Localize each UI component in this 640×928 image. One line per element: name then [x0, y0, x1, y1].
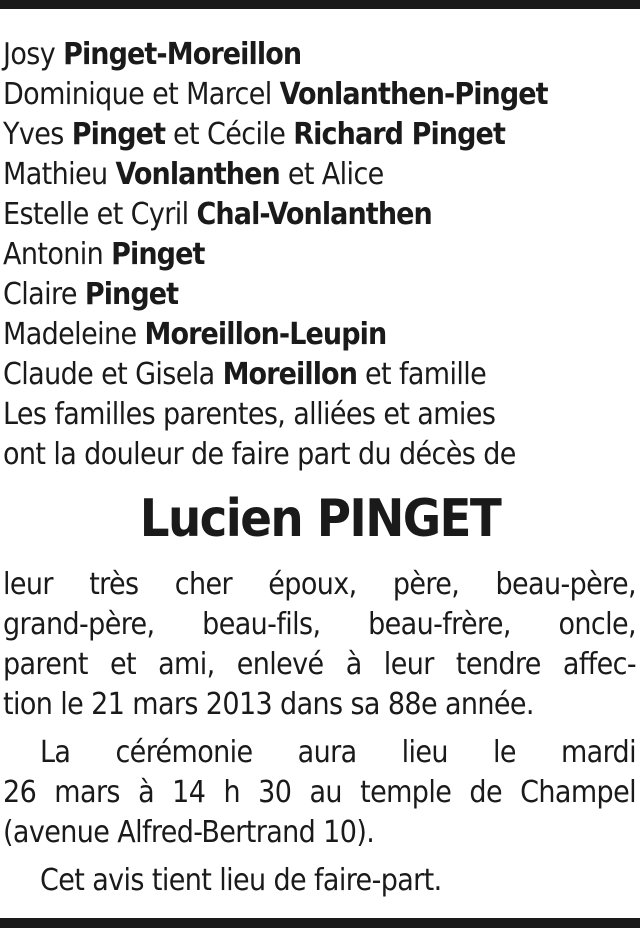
mourner-line-3: Yves Pinget et Cécile Richard Pinget [3, 117, 505, 152]
announcement-line: ont la douleur de faire part du décès de [3, 437, 516, 472]
mourner-surname: Vonlanthen-Pinget [279, 77, 548, 112]
body-line-4: tion le 21 mars 2013 dans sa 88e année. [3, 687, 534, 722]
mourner-line-1: Josy Pinget-Moreillon [3, 37, 302, 72]
mourner-line-5: Estelle et Cyril Chal-Vonlanthen [3, 197, 432, 232]
ceremony-line-3: (avenue Alfred-Bertrand 10). [3, 815, 375, 850]
ceremony-line-1: La cérémonie aura lieu le mardi [40, 735, 636, 770]
mourner-line-6: Antonin Pinget [3, 237, 205, 272]
mourner-line-7: Claire Pinget [3, 277, 179, 312]
mourner-surname: Pinget-Moreillon [63, 37, 302, 72]
mourner-surname: Pinget [111, 237, 205, 272]
ceremony-line-2: 26 mars à 14 h 30 au temple de Champel [3, 775, 636, 810]
body-line-1: leur très cher époux, père, beau-père, [3, 567, 636, 602]
mourner-line-2: Dominique et Marcel Vonlanthen-Pinget [3, 77, 548, 112]
mourner-line-9: Claude et Gisela Moreillon et famille [3, 357, 487, 392]
mourner-surname: Pinget [71, 117, 166, 152]
mourner-surname: Moreillon [222, 357, 358, 392]
bottom-border-rule [0, 918, 640, 928]
mourner-surname: Richard Pinget [293, 117, 505, 152]
mourner-line-4: Mathieu Vonlanthen et Alice [3, 157, 384, 192]
mourner-surname: Vonlanthen [115, 157, 280, 192]
deceased-name: Lucien PINGET [139, 489, 501, 549]
mourner-surname: Pinget [84, 277, 179, 312]
closing-note: Cet avis tient lieu de faire-part. [40, 863, 442, 898]
top-border-rule [0, 0, 640, 9]
mourner-line-8: Madeleine Moreillon-Leupin [3, 317, 387, 352]
families-line: Les familles parentes, alliées et amies [3, 397, 496, 432]
mourner-surname: Moreillon-Leupin [144, 317, 387, 352]
mourner-surname: Chal-Vonlanthen [196, 197, 432, 232]
body-line-2: grand-père, beau-fils, beau-frère, oncle, [3, 607, 636, 642]
body-line-3: parent et ami, enlevé à leur tendre affec- [3, 647, 636, 682]
